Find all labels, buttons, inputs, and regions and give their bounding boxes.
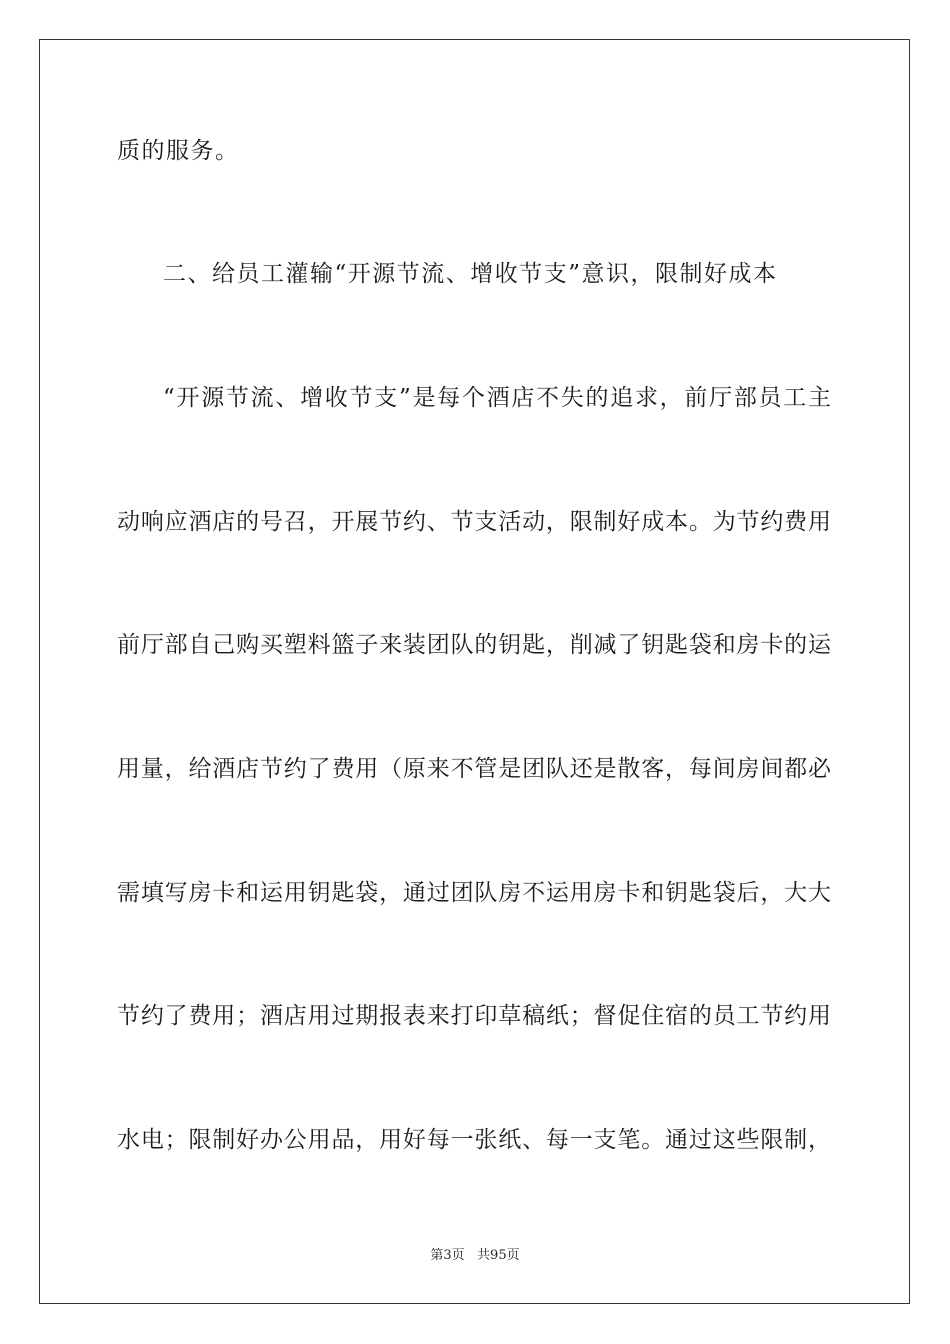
page-number-footer: 第3页 共95页 xyxy=(430,1248,520,1263)
paragraph-line-7: 节约了费用；酒店用过期报表来打印草稿纸；督促住宿的员工节约用 xyxy=(117,1003,831,1029)
paragraph-line-2: “开源节流、增收节支”是每个酒店不失的追求，前厅部员工主 xyxy=(163,385,831,411)
paragraph-line-3: 动响应酒店的号召，开展节约、节支活动，限制好成本。为节约费用 xyxy=(117,509,831,535)
paragraph-line-4: 前厅部自己购买塑料篮子来装团队的钥匙，削减了钥匙袋和房卡的运 xyxy=(117,632,831,658)
paragraph-line-6: 需填写房卡和运用钥匙袋，通过团队房不运用房卡和钥匙袋后，大大 xyxy=(117,880,831,906)
paragraph-line-8: 水电；限制好办公用品，用好每一张纸、每一支笔。通过这些限制， xyxy=(117,1127,831,1153)
section-heading: 二、给员工灌输“开源节流、增收节支”意识，限制好成本 xyxy=(163,261,778,287)
paragraph-line-1: 质的服务。 xyxy=(117,138,240,164)
page-border xyxy=(39,39,910,1304)
paragraph-line-5: 用量，给酒店节约了费用（原来不管是团队还是散客，每间房间都必 xyxy=(117,756,831,782)
